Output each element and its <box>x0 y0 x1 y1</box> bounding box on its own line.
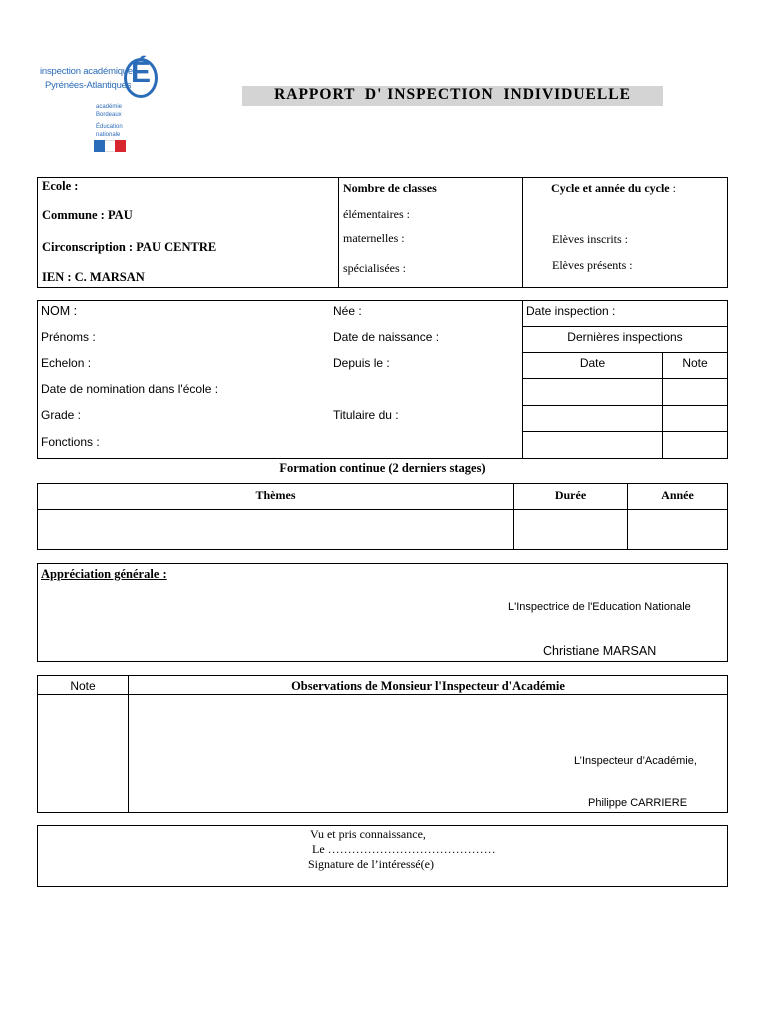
grade-label: Grade : <box>41 408 82 422</box>
circonscription-label: Circonscription : PAU CENTRE <box>42 240 217 254</box>
logo-sub3: Éducation <box>96 124 123 130</box>
commune-label: Commune : PAU <box>42 208 133 222</box>
echelon-label: Echelon : <box>41 356 92 370</box>
vu-pris-connaissance: Vu et pris connaissance, <box>310 827 426 841</box>
elementaires-label: élémentaires : <box>343 207 410 221</box>
col-duree-header: Durée <box>554 488 587 502</box>
cycle-label <box>551 182 676 194</box>
appreciation-label: Appréciation générale : <box>41 567 167 581</box>
obs-col-note-header: Note <box>70 679 96 693</box>
observations-box <box>37 675 728 813</box>
col-note-header: Note <box>682 356 708 370</box>
inspectrice-label: L'Inspectrice de l'Education Nationale <box>508 601 691 613</box>
nom-label: NOM : <box>41 304 78 318</box>
academy-logo <box>34 50 162 160</box>
person-box <box>37 300 728 459</box>
logo-sub4: nationale <box>96 132 121 138</box>
dernieres-inspections-label: Dernières inspections <box>567 330 683 344</box>
page-title: RAPPORT D' INSPECTION INDIVIDUELLE <box>274 86 631 103</box>
date-inspection-label: Date inspection : <box>526 304 616 318</box>
titulaire-label: Titulaire du : <box>333 408 399 422</box>
formation-heading: Formation continue (2 derniers stages) <box>279 461 486 475</box>
col-annee-header: Année <box>661 488 694 502</box>
date-nomination-label: Date de nomination dans l'école : <box>41 382 219 396</box>
fonctions-label: Fonctions : <box>41 435 100 449</box>
specialisees-label: spécialisées : <box>343 261 406 275</box>
inspecteur-label: L’Inspecteur d’Académie, <box>574 755 697 767</box>
eleves-inscrits-label: Elèves inscrits : <box>552 232 628 246</box>
col-themes-header: Thèmes <box>255 488 296 502</box>
prenoms-label: Prénoms : <box>41 330 96 344</box>
ien-label: IEN : C. MARSAN <box>42 270 145 284</box>
depuis-label: Depuis le : <box>333 356 390 370</box>
ecole-label: Ecole : <box>42 179 79 193</box>
logo-line1: inspection académique <box>40 66 133 77</box>
logo-sub1: académie <box>96 104 123 110</box>
date-naissance-label: Date de naissance : <box>333 330 440 344</box>
logo-letter: É <box>131 56 152 89</box>
nee-label: Née : <box>333 304 362 318</box>
logo-line2: Pyrénées-Atlantiques <box>45 80 132 91</box>
signature-date-line: Le …………………………………… <box>312 842 496 856</box>
col-date-header: Date <box>579 356 606 370</box>
eleves-presents-label: Elèves présents : <box>552 258 633 272</box>
observations-heading: Observations de Monsieur l'Inspecteur d'Académie <box>291 679 565 693</box>
flag-icon <box>94 140 126 152</box>
logo-sub2: Bordeaux <box>96 112 122 118</box>
inspecteur-name: Philippe CARRIERE <box>588 797 688 809</box>
inspectrice-name: Christiane MARSAN <box>543 644 657 658</box>
maternelles-label: maternelles : <box>343 231 405 245</box>
cycle-label-text: Cycle et année du cycle <box>551 181 670 195</box>
cycle-label-suffix: : <box>669 181 676 195</box>
nb-classes-label: Nombre de classes <box>343 181 437 195</box>
signature-label: Signature de l’intéressé(e) <box>308 857 434 871</box>
